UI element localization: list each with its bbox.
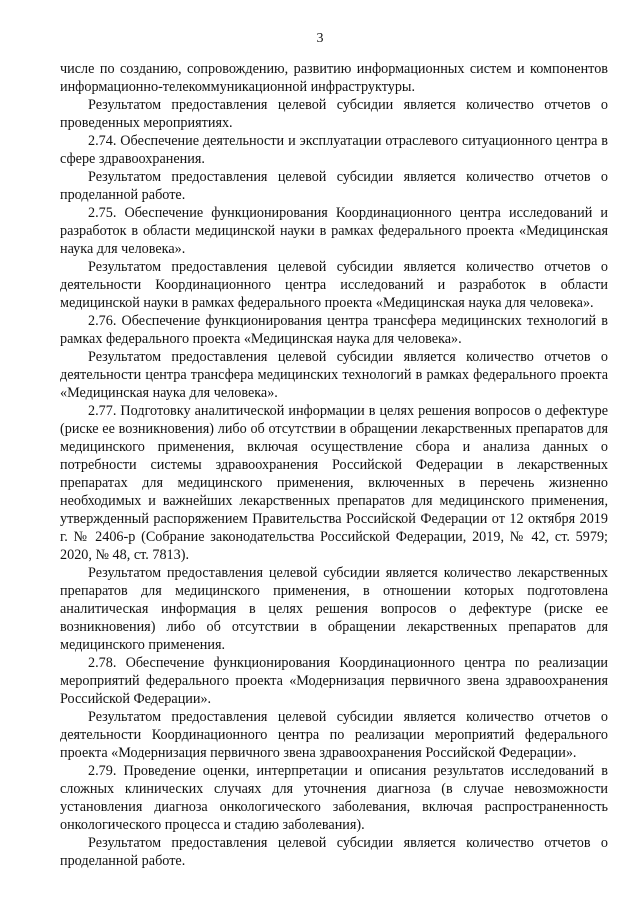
paragraph-item-2-77: 2.77. Подготовку аналитической информации в целях решения вопросов о дефектуре (риске ее возникновения) либо об отсутствии в обращении лекарственных препаратов для медицинского применения, включая осуществление сбора и анализа данных о потребности системы здравоохранения Российской Федерации в лекарственных препаратах для медицинского применения, включенных в перечень жизненно необходимых и важнейших лекарственных препаратов для медицинского применения, утвержденный распоряжением Правительства Российской Федерации от 12 октября 2019 г. № 2406-р (Собрание законодательства Российской Федерации, 2019, № 42, ст. 5979; 2020, № 48, ст. 7813).: [60, 403, 608, 563]
paragraph-item-2-79: 2.79. Проведение оценки, интерпретации и описания результатов исследований в сложных клинических случаях для уточнения диагноза (в случае невозможности установления диагноза онкологического заболевания, включая распространенность онкологического процесса и стадию заболевания).: [60, 763, 608, 833]
paragraph-item-2-78: 2.78. Обеспечение функционирования Координационного центра по реализации мероприятий федерального проекта «Модернизация первичного звена здравоохранения Российской Федерации».: [60, 655, 608, 707]
document-body: [60, 60, 608, 870]
paragraph-result: Результатом предоставления целевой субсидии является количество отчетов о деятельности Координационного центра по реализации мероприятий федерального проекта «Модернизация первичного звена здравоохранения Российской Федерации».: [60, 709, 608, 761]
paragraph-item-2-74: 2.74. Обеспечение деятельности и эксплуатации отраслевого ситуационного центра в сфере здравоохранения.: [60, 133, 608, 167]
paragraph-result: Результатом предоставления целевой субсидии является количество отчетов о деятельности центра трансфера медицинских технологий в рамках федерального проекта «Медицинская наука для человека».: [60, 349, 608, 401]
page-number: 3: [316, 31, 324, 46]
paragraph-item-2-76: 2.76. Обеспечение функционирования центра трансфера медицинских технологий в рамках федерального проекта «Медицинская наука для человека».: [60, 313, 608, 347]
paragraph-result: Результатом предоставления целевой субсидии является количество лекарственных препаратов для медицинского применения, в отношении которых подготовлена аналитическая информация в целях решения вопросов о дефектуре (риске ее возникновения) либо об отсутствии в обращении лекарственных препаратов для медицинского применения.: [60, 565, 608, 653]
paragraph-result: Результатом предоставления целевой субсидии является количество отчетов о проделанной работе.: [60, 169, 608, 203]
paragraph-result: Результатом предоставления целевой субсидии является количество отчетов о проведенных мероприятиях.: [60, 97, 608, 131]
paragraph-result: Результатом предоставления целевой субсидии является количество отчетов о деятельности Координационного центра исследований и разработок в области медицинской науки в рамках федерального проекта «Медицинская наука для человека».: [60, 259, 608, 311]
paragraph-item-2-75: 2.75. Обеспечение функционирования Координационного центра исследований и разработок в области медицинской науки в рамках федерального проекта «Медицинская наука для человека».: [60, 205, 608, 257]
paragraph-continued: числе по созданию, сопровождению, развитию информационных систем и компонентов информационно-телекоммуникационной инфраструктуры.: [60, 61, 608, 95]
paragraph-result: Результатом предоставления целевой субсидии является количество отчетов о проделанной работе.: [60, 835, 608, 869]
